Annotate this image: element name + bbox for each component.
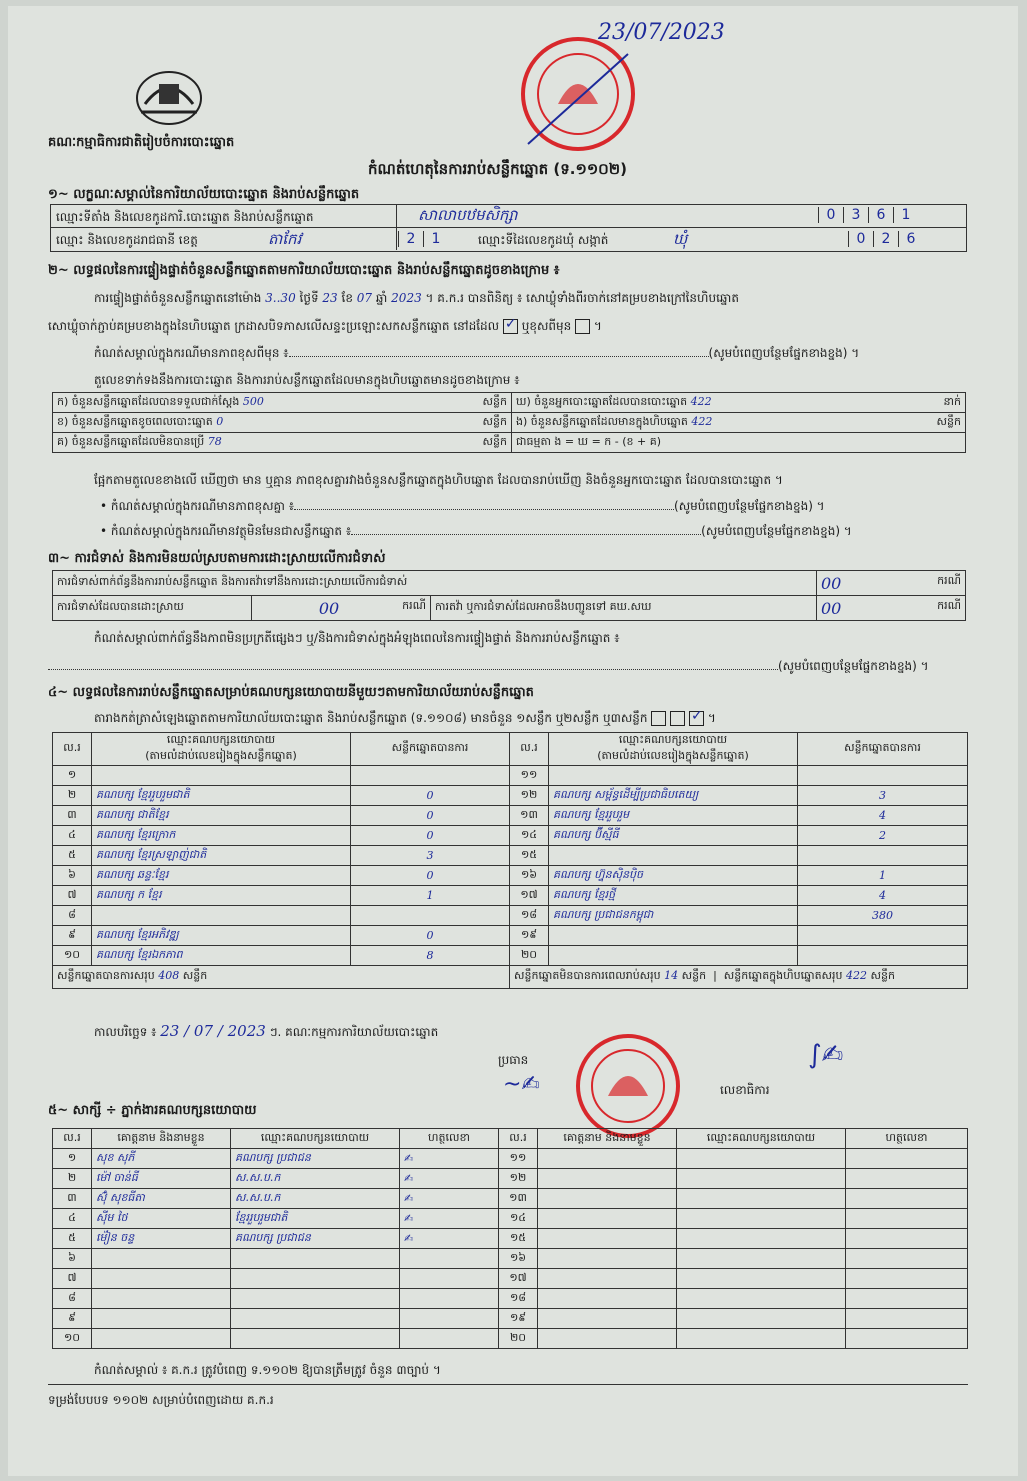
witness-cell	[538, 1209, 677, 1229]
president-signature: ~✍	[503, 1072, 540, 1097]
witness-cell: ១	[53, 1149, 92, 1169]
commune-value: ឃុំ	[673, 230, 688, 248]
witness-cell: ៥	[53, 1229, 92, 1249]
result-cell: 0	[351, 786, 510, 806]
result-cell: ១៣	[510, 806, 549, 826]
witness-signature	[400, 1289, 499, 1309]
result-cell: គណបក្ស ខ្មែរក្រោក	[92, 826, 351, 846]
witness-cell: ១៦	[499, 1249, 538, 1269]
result-cell: គណបក្ស ឆន្ទៈខ្មែរ	[92, 866, 351, 886]
witness-row	[53, 1229, 968, 1249]
location-value: សាលាបឋមសិក្សា	[418, 206, 518, 224]
witness-cell: ១២	[499, 1169, 538, 1189]
witness-cell	[846, 1169, 968, 1189]
result-cell: 4	[798, 886, 968, 906]
result-cell: 380	[798, 906, 968, 926]
result-cell: ៦	[53, 866, 92, 886]
witness-cell: គណបក្ស ប្រជាជន	[231, 1149, 400, 1169]
result-cell: ១៦	[510, 866, 549, 886]
witness-cell	[846, 1329, 968, 1349]
result-row	[53, 866, 968, 886]
result-cell: 3	[351, 846, 510, 866]
result-cell	[798, 846, 968, 866]
section2-heading: ២~ លទ្ធផលនៃការផ្ទៀងផ្ទាត់ចំនួនសន្លឹកឆ្នោតតាមការិយាល័យបោះឆ្នោត និងរាប់សន្លឹកឆ្នោតដូចខាងក្រោម ៖	[48, 263, 560, 278]
witness-cell	[846, 1269, 968, 1289]
witness-cell: ស៊ុំ សុខធីតា	[92, 1189, 231, 1209]
witness-cell	[538, 1249, 677, 1269]
witness-cell	[677, 1309, 846, 1329]
witness-cell: ម៉ៀន ចន្ទ	[92, 1229, 231, 1249]
witness-cell	[846, 1309, 968, 1329]
result-cell: ១	[53, 766, 92, 786]
result-cell: 0	[351, 806, 510, 826]
result-cell	[549, 946, 798, 966]
witness-signature: ✍	[400, 1189, 499, 1209]
section4-heading: ៤~ លទ្ធផលនៃការរាប់សន្លឹកឆ្នោតសម្រាប់គណបក្សនយោបាយនីមួយៗតាមការិយាល័យរាប់សន្លឹកឆ្នោត	[48, 685, 534, 700]
result-cell: គណបក្ស ហ្វ៊ុនស៊ិនប៉ិច	[549, 866, 798, 886]
footnote: កំណត់សម្គាល់ ៖ គ.ក.រ ត្រូវបំពេញ ទ.១១០២ ឱ្យបានត្រឹមត្រូវ ចំនួន ៣ច្បាប់ ។	[94, 1363, 441, 1377]
result-cell: ៤	[53, 826, 92, 846]
result-row	[53, 826, 968, 846]
seal-line: សោឃ្លុំចាក់ភ្ជាប់គម្របខាងក្នុងនៃហិបឆ្នោត ក្រដាសបិទភាសលើសន្ទះប្រឡោះសកសន្លឹកឆ្នោត នៅដដែល ✓ ឬខុសពីមុន ។	[48, 318, 602, 336]
result-row	[53, 946, 968, 966]
figures-table: ក) ចំនួនសន្លឹកឆ្នោតដែលបានទទួលជាក់ស្តែង 500 សន្លឹក ឃ) ចំនួនអ្នកបោះឆ្នោតដែលបានបោះឆ្នោត 422 នាក់ ខ) ចំនួនសន្លឹកឆ្នោតខូចពេលបោះឆ្នោត 0 សន្លឹក ង) ចំនួនសន្លឹកឆ្នោតដែលមានក្នុងហិបឆ្នោត 422 សន្លឹក គ) ចំនួនសន្លឹកឆ្នោតដែលមិនបានប្រើ 78 សន្លឹក ជាធម្មតា ង = ឃ = ក - (ខ + គ)	[52, 392, 966, 453]
result-cell	[549, 926, 798, 946]
result-cell: គណបក្ស ជាតិខ្មែរ	[92, 806, 351, 826]
result-cell: 3	[798, 786, 968, 806]
objections-table: ការជំទាស់ពាក់ព័ន្ធនឹងការរាប់សន្លឹកឆ្នោត និងការតវ៉ាទៅនឹងការដោះស្រាយលើការជំទាស់ 00 ករណី ការជំទាស់ដែលបានដោះស្រាយ 00 ករណី ការតវ៉ា ឬការជំទាស់ដែលអាចនឹងបញ្ជូនទៅ គឃ.សឃ 00 ករណី	[52, 570, 966, 621]
witness-signature	[400, 1329, 499, 1349]
result-cell	[798, 926, 968, 946]
result-cell: ៩	[53, 926, 92, 946]
result-cell	[549, 766, 798, 786]
foreign-objects-note: • កំណត់សម្គាល់ក្នុងករណីមានវត្ថុមិនមែនជាសន្លឹកឆ្នោត ៖ (សូមបំពេញបន្ថែមផ្នែកខាងខ្នង) ។	[100, 524, 852, 538]
witness-cell	[92, 1289, 231, 1309]
result-cell: គណបក្ស ខ្មែរស្រឡាញ់ជាតិ	[92, 846, 351, 866]
result-cell: គណបក្ស សម្ព័ន្ធដើម្បីប្រជាធិបតេយ្យ	[549, 786, 798, 806]
result-cell	[798, 946, 968, 966]
section1-heading: ១~ លក្ខណៈសម្គាល់នៃការិយាល័យបោះឆ្នោត និងរាប់សន្លឹកឆ្នោត	[48, 187, 360, 202]
result-row	[53, 906, 968, 926]
result-row	[53, 786, 968, 806]
section5-heading: ៥~ សាក្សី ÷ ភ្នាក់ងារគណបក្សនយោបាយ	[48, 1103, 257, 1118]
witness-cell: ១៣	[499, 1189, 538, 1209]
witness-cell: ១៤	[499, 1209, 538, 1229]
result-row	[53, 766, 968, 786]
witness-cell: ស.ស.ប.ក	[231, 1169, 400, 1189]
witness-signature: ✍	[400, 1169, 499, 1189]
result-cell: គណបក្ស ខ្មែរអភិវឌ្ឍ	[92, 926, 351, 946]
witness-cell: ១០	[53, 1329, 92, 1349]
result-cell	[351, 906, 510, 926]
witness-cell	[538, 1189, 677, 1209]
result-cell: 0	[351, 866, 510, 886]
witness-cell	[92, 1309, 231, 1329]
result-cell: ៣	[53, 806, 92, 826]
witness-cell: ១៨	[499, 1289, 538, 1309]
result-cell: ៥	[53, 846, 92, 866]
president-label: ប្រធាន	[498, 1053, 529, 1067]
result-cell: ២០	[510, 946, 549, 966]
result-cell: ១៤	[510, 826, 549, 846]
witness-cell	[538, 1309, 677, 1329]
province-label: ឈ្មោះ និងលេខកូដរាជធានី ខេត្ត	[56, 233, 198, 247]
result-cell: 4	[798, 806, 968, 826]
witness-cell	[677, 1149, 846, 1169]
result-cell	[92, 766, 351, 786]
result-cell: គណបក្ស ខ្មែររួបរួម	[549, 806, 798, 826]
witness-row	[53, 1269, 968, 1289]
witness-cell	[846, 1249, 968, 1269]
witness-cell	[538, 1329, 677, 1349]
secretary-signature: ∫✍	[808, 1040, 844, 1070]
witness-cell	[846, 1229, 968, 1249]
result-cell	[549, 846, 798, 866]
witness-cell: គណបក្ស ប្រជាជន	[231, 1229, 400, 1249]
result-cell: ២	[53, 786, 92, 806]
seal-note: កំណត់សម្គាល់ក្នុងករណីមានភាពខុសពីមុន ៖ (សូមបំពេញបន្ថែមផ្នែកខាងខ្នង) ។	[94, 346, 860, 360]
witness-cell	[538, 1289, 677, 1309]
witness-signature	[400, 1269, 499, 1289]
three-pages-checkbox[interactable]	[689, 711, 704, 726]
official-stamp-top	[518, 34, 638, 154]
commission-name: គណៈកម្មាធិការជាតិរៀបចំការបោះឆ្នោត	[48, 135, 235, 150]
witness-cell: ស៊ីម ថៃ	[92, 1209, 231, 1229]
document-sheet: គណៈកម្មាធិការជាតិរៀបចំការបោះឆ្នោត កំណត់ហេតុនៃការរាប់សន្លឹកឆ្នោត (ទ.១១០២) 23/07/2023 ១~ លក្ខណៈសម្គាល់នៃការិយាល័យបោះឆ្នោត និងរាប់សន្លឹកឆ្នោត ឈ្មោះទីតាំង និងលេខកូដការិ.បោះឆ្នោត និងរាប់សន្លឹកឆ្នោត សាលាបឋមសិក្សា 0 3 6 1 ឈ្មោះ និងលេខកូដរាជធានី ខេត្ត តាកែវ 2 1 ឈ្មោះទីដៃលេខកូដឃុំ សង្កាត់ ឃុំ 0 2 6 ២~ លទ្ធផលនៃការផ្ទៀងផ្ទាត់ចំនួនសន្លឹកឆ្នោតតាមការិយាល័យបោះឆ្នោត និងរាប់សន្លឹកឆ្នោតដូចខាងក្រោម ៖ ការផ្ទៀងផ្ទាត់ចំនួនសន្លឹកឆ្នោតនៅម៉ោង 3..30 ថ្ងៃទី 23 ខែ 07 ឆ្នាំ 2023 ។ គ.ក.រ បានពិនិត្យ ៖ សោឃ្លុំទាំងពីរចាក់នៅគម្របខាងក្រៅនៃហិបឆ្នោត សោឃ្លុំចាក់ភ្ជាប់គម្របខាងក្នុងនៃហិបឆ្នោត ក្រដាសបិទភាសលើសន្ទះប្រឡោះសកសន្លឹកឆ្នោត នៅដដែល ✓ ឬខុសពីមុន ។ កំណត់សម្គាល់ក្នុងករណីមានភាពខុសពីមុន ៖ (សូមបំពេញបន្ថែមផ្នែកខាងខ្នង) ។ តួលេខទាក់ទងនឹងការបោះឆ្នោត និងការរាប់សន្លឹកឆ្នោតដែលមានក្នុងហិបឆ្នោតមានដូចខាងក្រោម ៖ ក) ចំនួនសន្លឹកឆ្នោតដែលបានទទួលជាក់ស្តែង 500 សន្លឹក ឃ) ចំនួនអ្នកបោះឆ្នោតដែលបានបោះឆ្នោត 422 នាក់ ខ) ចំនួនសន្លឹកឆ្នោតខូចពេលបោះឆ្នោត 0 សន្លឹក ង) ចំនួនសន្លឹកឆ្នោតដែលមានក្នុងហិបឆ្នោត 422 សន្លឹក គ) ចំនួនសន្លឹកឆ្នោតដែលមិនបានប្រើ 78 សន្លឹក ជាធម្មតា ង = ឃ = ក - (ខ + គ) ផ្អែកតាមតួលេខខាងលើ ឃើញថា មាន ឬគ្មាន ភាពខុសគ្នារវាងចំនួនសន្លឹកឆ្នោតក្នុងហិបឆ្នោត ដែលបានរាប់ឃើញ និងចំនួនអ្នកបោះឆ្នោត ដែលបានបោះឆ្នោត ។ • កំណត់សម្គាល់ក្នុងករណីមានភាពខុសគ្នា ៖ (សូមបំពេញបន្ថែមផ្នែកខាងខ្នង) ។ • កំណត់សម្គាល់ក្នុងករណីមានវត្ថុមិនមែនជាសន្លឹកឆ្នោត ៖ (សូមបំពេញបន្ថែមផ្នែកខាងខ្នង) ។ ៣~ ការជំទាស់ និងការមិនយល់ស្របតាមការដោះស្រាយលើការជំទាស់ ការជំទាស់ពាក់ព័ន្ធនឹងការរាប់សន្លឹកឆ្នោត និងការតវ៉ាទៅនឹងការដោះស្រាយលើការជំទាស់ 00 ករណី ការជំទាស់ដែលបានដោះស្រាយ 00 ករណី ការតវ៉ា ឬការជំទាស់ដែលអាចនឹងបញ្ជូនទៅ គឃ.សឃ 00 ករណី កំណត់សម្គាល់ពាក់ព័ន្ធនឹងភាពមិនប្រក្រតីផ្សេងៗ ឬ/និងការជំទាស់ក្នុងអំឡុងពេលនៃការផ្ទៀងផ្ទាត់ និងការរាប់សន្លឹកឆ្នោត ៖ (សូមបំពេញបន្ថែមផ្នែកខាងខ្នង) ។ ៤~ លទ្ធផលនៃការរាប់សន្លឹកឆ្នោតសម្រាប់គណបក្សនយោបាយនីមួយៗតាមការិយាល័យរាប់សន្លឹកឆ្នោត តារាងកត់ត្រាសំឡេងឆ្នោតតាមការិយាល័យបោះឆ្នោត និងរាប់សន្លឹកឆ្នោត (ទ.១១០៨) មានចំនួន ១សន្លឹក ឬ២សន្លឹក ឬ៣សន្លឹក ✓ ។ ល.រ ឈ្មោះគណបក្សនយោបាយ (តាមលំដាប់លេខរៀងក្នុងសន្លឹកឆ្នោត) សន្លឹកឆ្នោតបានការ ល.រ ឈ្មោះគណបក្សនយោបាយ (តាមលំដាប់លេខរៀងក្នុងសន្លឹកឆ្នោត) សន្លឹកឆ្នោតបានការ ១ ១១ ២ គណបក្ស ខ្មែររួបរួមជាតិ 0 ១២ គណបក្ស សម្ព័ន្ធដើម្បីប្រជាធិបតេយ្យ 3 ៣ គណបក្ស ជាតិខ្មែរ 0 ១៣ គណបក្ស ខ្មែររួបរួម 4 ៤ គណបក្ស ខ្មែរក្រោក 0 ១៤ គណបក្ស ប៊ីស្មីធី 2 ៥ គណបក្ស ខ្មែរស្រឡាញ់ជាតិ 3 ១៥ ៦ គណបក្ស ឆន្ទៈខ្មែរ 0 ១៦ គណបក្ស ហ្វ៊ុនស៊ិនប៉ិច 1 ៧ គណបក្ស ក ខ្មែរ 1 ១៧ គណបក្ស ខ្មែរថ្មី 4 ៨ ១៨ គណបក្ស ប្រជាជនកម្ពុជា 380 ៩ គណបក្ស ខ្មែរអភិវឌ្ឍ 0 ១៩ ១០ គណបក្ស ខ្មែរឯកភាព 8 ២០ សន្លឹកឆ្នោតបានការសរុប 408 សន្លឹក សន្លឹកឆ្នោតមិនបានការពេលរាប់សរុប 14 សន្លឹក | សន្លឹកឆ្នោតក្នុងហិបឆ្នោតសរុប 422 សន្លឹក កាលបរិច្ឆេទ ៖ 23 / 07 / 2023 ៗ. គណៈកម្មការការិយាល័យបោះឆ្នោត ប្រធាន ~✍ លេខាធិការ ∫✍ ៥~ សាក្សី ÷ ភ្នាក់ងារគណបក្សនយោបាយ ល.រ គោត្តនាម និងនាមខ្លួន ឈ្មោះគណបក្សនយោបាយ ហត្ថលេខា ល.រ គោត្តនាម និងនាមខ្លួន ឈ្មោះគណបក្សនយោបាយ ហត្ថលេខា ១ សុខ សុភី គណបក្ស ប្រជាជន ✍ ១១ ២ ម៉ៅ ចាន់ធី ស.ស.ប.ក ✍ ១២ ៣ ស៊ុំ សុខធីតា ស.ស.ប.ក ✍ ១៣ ៤ ស៊ីម ថៃ ខ្មែររួបរួមជាតិ ✍ ១៤ ៥ ម៉ៀន ចន្ទ គណបក្ស ប្រជាជន ✍ ១៥ ៦ ១៦ ៧ ១៧ ៨ ១៨ ៩ ១៩ ១០ ២០ កំណត់សម្គាល់ ៖ គ.ក.រ ត្រូវបំពេញ ទ.១១០២ ឱ្យបានត្រឹមត្រូវ ចំនួន ៣ច្បាប់ ។ ទម្រង់បែបបទ ១១០២ សម្រាប់បំពេញដោយ គ.ក.រ	[8, 6, 1018, 1476]
changed-checkbox[interactable]	[575, 319, 590, 334]
witness-cell: ៣	[53, 1189, 92, 1209]
result-cell: ៨	[53, 906, 92, 926]
witness-row	[53, 1169, 968, 1189]
result-cell: ១០	[53, 946, 92, 966]
results-date: កាលបរិច្ឆេទ ៖ 23 / 07 / 2023 ៗ. គណៈកម្មការការិយាល័យបោះឆ្នោត	[94, 1022, 439, 1040]
witness-signature: ✍	[400, 1149, 499, 1169]
witness-cell	[538, 1169, 677, 1189]
witness-row	[53, 1249, 968, 1269]
secretary-label: លេខាធិការ	[720, 1083, 770, 1097]
witness-cell	[677, 1189, 846, 1209]
witness-cell	[92, 1269, 231, 1289]
difference-line: ផ្អែកតាមតួលេខខាងលើ ឃើញថា មាន ឬគ្មាន ភាពខុសគ្នារវាងចំនួនសន្លឹកឆ្នោតក្នុងហិបឆ្នោត ដែលបានរាប់ឃើញ និងចំនួនអ្នកបោះឆ្នោត ដែលបានបោះឆ្នោត ។	[94, 473, 783, 487]
result-cell: ៧	[53, 886, 92, 906]
result-cell: ១៥	[510, 846, 549, 866]
objections-note: កំណត់សម្គាល់ពាក់ព័ន្ធនឹងភាពមិនប្រក្រតីផ្សេងៗ ឬ/និងការជំទាស់ក្នុងអំឡុងពេលនៃការផ្ទៀងផ្ទាត់ និងការរាប់សន្លឹកឆ្នោត ៖	[94, 631, 620, 645]
result-cell: ១៧	[510, 886, 549, 906]
result-cell: គណបក្ស ខ្មែរឯកភាព	[92, 946, 351, 966]
witness-cell	[677, 1169, 846, 1189]
commune-code: 0 2 6	[848, 228, 923, 247]
result-cell: ១២	[510, 786, 549, 806]
witness-cell	[677, 1269, 846, 1289]
result-cell: ១៨	[510, 906, 549, 926]
witness-cell	[231, 1309, 400, 1329]
witness-signature	[400, 1309, 499, 1329]
witness-cell	[538, 1149, 677, 1169]
result-row	[53, 846, 968, 866]
witness-cell	[846, 1189, 968, 1209]
witness-row	[53, 1329, 968, 1349]
witness-row	[53, 1309, 968, 1329]
result-cell	[351, 766, 510, 786]
witness-cell: ១៩	[499, 1309, 538, 1329]
intact-checkbox[interactable]	[503, 319, 518, 334]
witness-cell: ២០	[499, 1329, 538, 1349]
witnesses-table: ល.រ គោត្តនាម និងនាមខ្លួន ឈ្មោះគណបក្សនយោបាយ ហត្ថលេខា ល.រ គោត្តនាម និងនាមខ្លួន ឈ្មោះគណបក្សនយោបាយ ហត្ថលេខា ១ សុខ សុភី គណបក្ស ប្រជាជន ✍ ១១ ២ ម៉ៅ ចាន់ធី ស.ស.ប.ក ✍ ១២ ៣ ស៊ុំ សុខធីតា ស.ស.ប.ក ✍ ១៣ ៤ ស៊ីម ថៃ ខ្មែររួបរួមជាតិ ✍ ១៤ ៥ ម៉ៀន ចន្ទ គណបក្ស ប្រជាជន ✍ ១៥ ៦ ១៦ ៧ ១៧ ៨ ១៨ ៩ ១៩ ១០ ២០	[52, 1128, 968, 1349]
result-cell: ១៩	[510, 926, 549, 946]
witness-cell: ៦	[53, 1249, 92, 1269]
witness-cell	[92, 1249, 231, 1269]
result-row	[53, 926, 968, 946]
result-cell	[92, 906, 351, 926]
result-cell: គណបក្ស ខ្មែររួបរួមជាតិ	[92, 786, 351, 806]
result-cell: 8	[351, 946, 510, 966]
result-cell: 1	[351, 886, 510, 906]
difference-note: • កំណត់សម្គាល់ក្នុងករណីមានភាពខុសគ្នា ៖ (សូមបំពេញបន្ថែមផ្នែកខាងខ្នង) ។	[100, 499, 825, 513]
witness-cell	[538, 1229, 677, 1249]
result-cell: គណបក្ស ប្រជាជនកម្ពុជា	[549, 906, 798, 926]
form-footer: ទម្រង់បែបបទ ១១០២ សម្រាប់បំពេញដោយ គ.ក.រ	[48, 1393, 274, 1407]
result-cell: គណបក្ស ខ្មែរថ្មី	[549, 886, 798, 906]
witness-cell: ២	[53, 1169, 92, 1189]
result-cell: 2	[798, 826, 968, 846]
witness-cell	[677, 1329, 846, 1349]
result-cell: ១១	[510, 766, 549, 786]
figures-lead: តួលេខទាក់ទងនឹងការបោះឆ្នោត និងការរាប់សន្លឹកឆ្នោតដែលមានក្នុងហិបឆ្នោតមានដូចខាងក្រោម ៖	[94, 373, 520, 387]
witness-cell	[677, 1229, 846, 1249]
witness-cell	[677, 1249, 846, 1269]
witness-signature: ✍	[400, 1209, 499, 1229]
witness-cell	[846, 1289, 968, 1309]
witness-cell	[677, 1209, 846, 1229]
stamp-date: 23/07/2023	[598, 20, 725, 45]
witness-signature	[400, 1249, 499, 1269]
witness-cell	[231, 1289, 400, 1309]
witness-cell	[231, 1269, 400, 1289]
result-cell: គណបក្ស ក ខ្មែរ	[92, 886, 351, 906]
section3-heading: ៣~ ការជំទាស់ និងការមិនយល់ស្របតាមការដោះស្រាយលើការជំទាស់	[48, 551, 386, 566]
witness-cell: ៨	[53, 1289, 92, 1309]
result-cell	[798, 766, 968, 786]
witness-cell: ១៧	[499, 1269, 538, 1289]
result-row	[53, 886, 968, 906]
witness-cell: ៧	[53, 1269, 92, 1289]
witness-cell: ១១	[499, 1149, 538, 1169]
witness-cell: ១៥	[499, 1229, 538, 1249]
witness-cell: សុខ សុភី	[92, 1149, 231, 1169]
witness-signature: ✍	[400, 1229, 499, 1249]
commune-label: ឈ្មោះទីដៃលេខកូដឃុំ សង្កាត់	[478, 233, 609, 247]
verify-line: ការផ្ទៀងផ្ទាត់ចំនួនសន្លឹកឆ្នោតនៅម៉ោង 3..30 ថ្ងៃទី 23 ខែ 07 ឆ្នាំ 2023 ។ គ.ក.រ បានពិនិត្យ ៖ សោឃ្លុំទាំងពីរចាក់នៅគម្របខាងក្រៅនៃហិបឆ្នោត	[94, 291, 739, 305]
result-row	[53, 806, 968, 826]
witness-row	[53, 1209, 968, 1229]
witness-row	[53, 1289, 968, 1309]
pages-line: តារាងកត់ត្រាសំឡេងឆ្នោតតាមការិយាល័យបោះឆ្នោត និងរាប់សន្លឹកឆ្នោត (ទ.១១០៨) មានចំនួន ១សន្លឹក ឬ២សន្លឹក ឬ៣សន្លឹក ✓ ។	[94, 710, 716, 728]
witness-cell	[231, 1329, 400, 1349]
witness-cell	[538, 1269, 677, 1289]
witness-cell: ៤	[53, 1209, 92, 1229]
result-cell: 0	[351, 926, 510, 946]
witness-cell	[231, 1249, 400, 1269]
official-stamp-bottom	[573, 1031, 683, 1141]
province-code: 2 1	[398, 228, 448, 247]
result-cell: 0	[351, 826, 510, 846]
form-title: កំណត់ហេតុនៃការរាប់សន្លឹកឆ្នោត (ទ.១១០២)	[368, 160, 628, 178]
witness-cell: ស.ស.ប.ក	[231, 1189, 400, 1209]
result-cell: 1	[798, 866, 968, 886]
location-code: 0 3 6 1	[818, 204, 918, 223]
results-table: ល.រ ឈ្មោះគណបក្សនយោបាយ (តាមលំដាប់លេខរៀងក្នុងសន្លឹកឆ្នោត) សន្លឹកឆ្នោតបានការ ល.រ ឈ្មោះគណបក្សនយោបាយ (តាមលំដាប់លេខរៀងក្នុងសន្លឹកឆ្នោត) សន្លឹកឆ្នោតបានការ ១ ១១ ២ គណបក្ស ខ្មែររួបរួមជាតិ 0 ១២ គណបក្ស សម្ព័ន្ធដើម្បីប្រជាធិបតេយ្យ 3 ៣ គណបក្ស ជាតិខ្មែរ 0 ១៣ គណបក្ស ខ្មែររួបរួម 4 ៤ គណបក្ស ខ្មែរក្រោក 0 ១៤ គណបក្ស ប៊ីស្មីធី 2 ៥ គណបក្ស ខ្មែរស្រឡាញ់ជាតិ 3 ១៥ ៦ គណបក្ស ឆន្ទៈខ្មែរ 0 ១៦ គណបក្ស ហ្វ៊ុនស៊ិនប៉ិច 1 ៧ គណបក្ស ក ខ្មែរ 1 ១៧ គណបក្ស ខ្មែរថ្មី 4 ៨ ១៨ គណបក្ស ប្រជាជនកម្ពុជា 380 ៩ គណបក្ស ខ្មែរអភិវឌ្ឍ 0 ១៩ ១០ គណបក្ស ខ្មែរឯកភាព 8 ២០ សន្លឹកឆ្នោតបានការសរុប 408 សន្លឹក សន្លឹកឆ្នោតមិនបានការពេលរាប់សរុប 14 សន្លឹក | សន្លឹកឆ្នោតក្នុងហិបឆ្នោតសរុប 422 សន្លឹក	[52, 732, 968, 989]
result-cell: គណបក្ស ប៊ីស្មីធី	[549, 826, 798, 846]
witness-cell	[846, 1149, 968, 1169]
witness-cell	[677, 1289, 846, 1309]
witness-row	[53, 1189, 968, 1209]
location-label: ឈ្មោះទីតាំង និងលេខកូដការិ.បោះឆ្នោត និងរាប់សន្លឹកឆ្នោត	[56, 210, 314, 224]
witness-cell: ៩	[53, 1309, 92, 1329]
witness-cell	[846, 1209, 968, 1229]
nec-logo-icon	[133, 64, 205, 126]
witness-cell: ម៉ៅ ចាន់ធី	[92, 1169, 231, 1189]
witness-cell	[92, 1329, 231, 1349]
witness-cell: ខ្មែររួបរួមជាតិ	[231, 1209, 400, 1229]
witness-row	[53, 1149, 968, 1169]
province-value: តាកែវ	[268, 230, 302, 248]
